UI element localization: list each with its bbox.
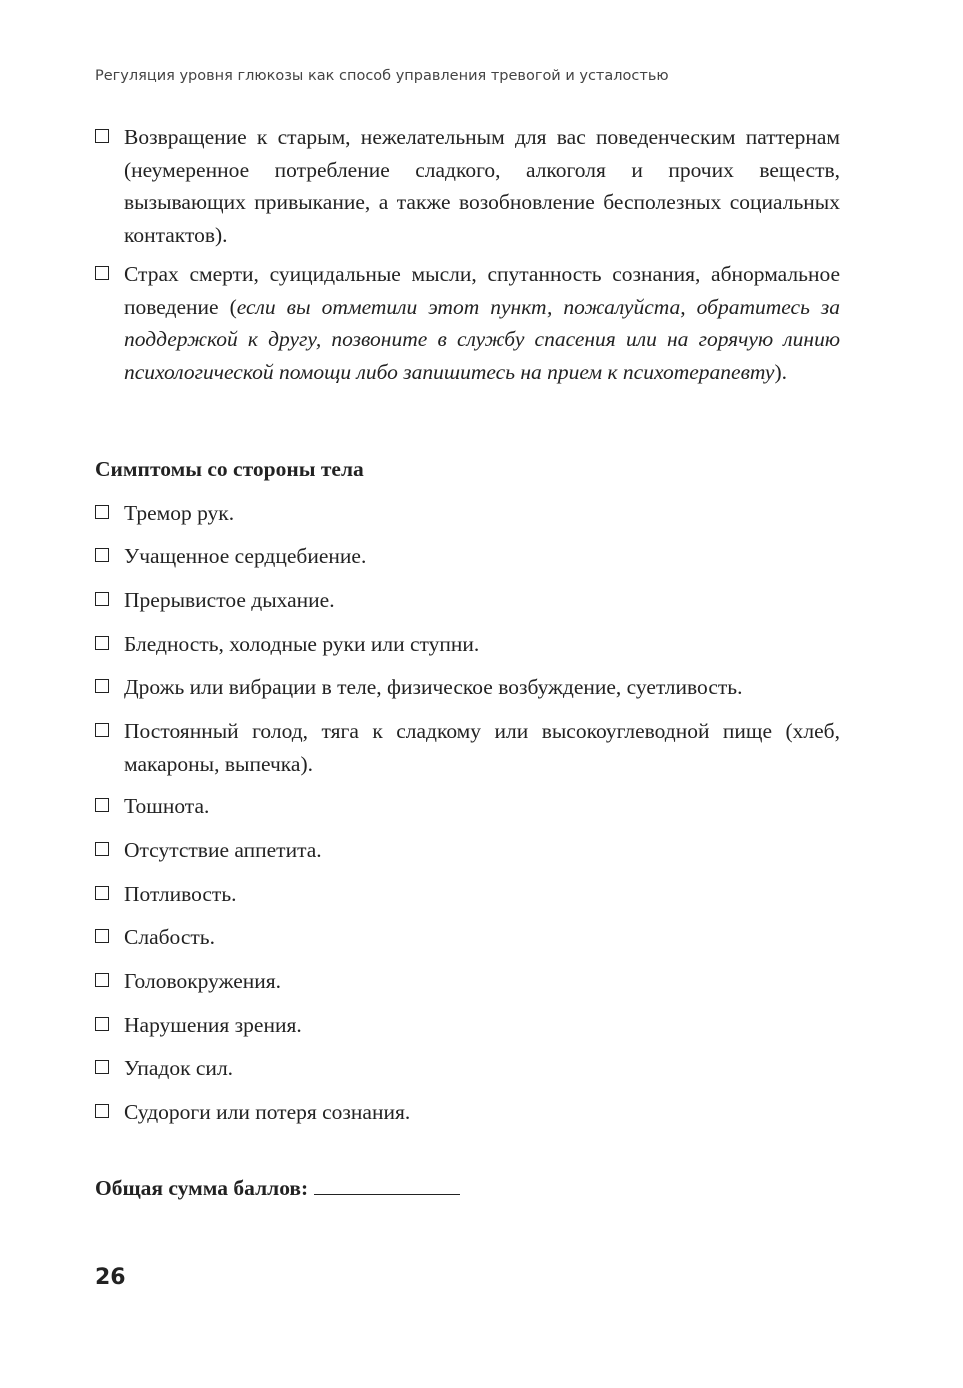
checkbox[interactable] — [95, 886, 109, 900]
checkbox[interactable] — [95, 798, 109, 812]
checklist-item-text: Судороги или потеря сознания. — [124, 1100, 411, 1124]
section-title: Симптомы со стороны тела — [95, 457, 364, 481]
item-text-suffix: ). — [774, 359, 788, 384]
checklist-item-text: Потливость. — [124, 882, 237, 906]
checklist-item — [95, 671, 840, 704]
checklist-item — [95, 258, 840, 388]
checklist-item — [95, 121, 840, 251]
checkbox[interactable] — [95, 548, 109, 562]
checklist-item — [95, 1096, 840, 1129]
total-score-label: Общая сумма баллов: — [95, 1176, 309, 1200]
checklist-item — [95, 965, 840, 998]
checklist-item-text — [124, 258, 840, 388]
checklist-item-text: Головокружения. — [124, 969, 282, 993]
checklist-item-text: Постоянный голод, тяга к сладкому или высокоуглеводной пище (хлеб, макароны, выпечка). — [124, 719, 840, 776]
checklist-item-text: Нарушения зрения. — [124, 1013, 302, 1037]
checklist-item — [95, 584, 840, 617]
checkbox[interactable] — [95, 1060, 109, 1074]
checkbox[interactable] — [95, 636, 109, 650]
checkbox[interactable] — [95, 842, 109, 856]
checklist-item — [95, 497, 840, 530]
checkbox[interactable] — [95, 1017, 109, 1031]
checklist-item-text: Отсутствие аппетита. — [124, 838, 322, 862]
checklist-item-text: Прерывистое дыхание. — [124, 588, 335, 612]
checkbox[interactable] — [95, 973, 109, 987]
checklist-item — [95, 715, 840, 780]
checkbox[interactable] — [95, 929, 109, 943]
checkbox[interactable] — [95, 592, 109, 606]
checkbox[interactable] — [95, 266, 109, 280]
checklist-item-text: Учащенное сердцебиение. — [124, 544, 367, 568]
checklist-item — [95, 790, 840, 823]
checklist-item — [95, 1052, 840, 1085]
checklist-item-text: Тремор рук. — [124, 501, 235, 525]
checkbox[interactable] — [95, 723, 109, 737]
item-text-italic-note: если вы отметили этот пункт, пожалуйста, обратитесь за поддержкой к другу, позвоните в службу спасения или на горячую линию психологической помощи либо запишитесь на прием к психотерапевту — [124, 294, 840, 384]
checkbox[interactable] — [95, 129, 109, 143]
checklist-item-text: Бледность, холодные руки или ступни. — [124, 632, 480, 656]
checkbox[interactable] — [95, 1104, 109, 1118]
running-header: Регуляция уровня глюкозы как способ управления тревогой и усталостью — [95, 68, 669, 84]
checklist-item-text: Слабость. — [124, 925, 215, 949]
checklist-item — [95, 921, 840, 954]
checkbox[interactable] — [95, 679, 109, 693]
page-number: 26 — [95, 1265, 126, 1290]
checklist-item-text: Тошнота. — [124, 794, 210, 818]
checklist-item — [95, 834, 840, 867]
total-score — [95, 1172, 460, 1204]
checklist-item-text: Дрожь или вибрации в теле, физическое возбуждение, суетливость. — [124, 675, 743, 699]
total-score-blank-line[interactable] — [314, 1174, 460, 1195]
checklist-item-text: Возвращение к старым, нежелательным для вас поведенческим паттернам (неумеренное потребление сладкого, алкоголя и прочих веществ, вызывающих привыкание, а также возобновление бесполезных социальных контактов). — [124, 125, 840, 247]
checkbox[interactable] — [95, 505, 109, 519]
item-text-prefix: Страх смерти, суицидальные мысли, спутанность сознания, абнормальное поведение ( — [124, 262, 840, 319]
checklist-item — [95, 628, 840, 661]
checklist-item — [95, 1009, 840, 1042]
checklist-item — [95, 540, 840, 573]
checklist-item-text: Упадок сил. — [124, 1056, 234, 1080]
checklist-item — [95, 878, 840, 911]
